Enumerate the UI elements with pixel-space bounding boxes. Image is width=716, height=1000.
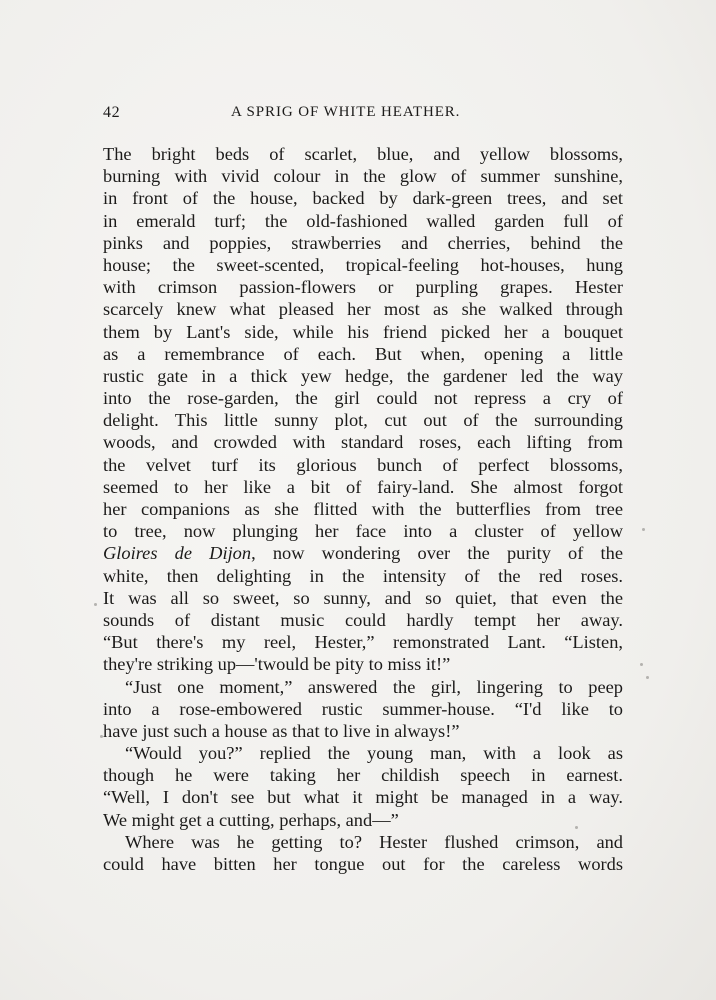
text-line: into a rose-embowered rustic summer-house. “I'd like to: [103, 698, 623, 719]
text-line: delight. This little sunny plot, cut out of the surrounding: [103, 410, 623, 431]
text-line: Gloires de Dijon, now wondering over the purity of the: [103, 543, 623, 564]
text-line: white, then delighting in the intensity of the red roses.: [103, 565, 623, 586]
text-line: into the rose-garden, the girl could not repress a cry of: [103, 388, 623, 409]
running-head: [103, 104, 623, 126]
text-line: rustic gate in a thick yew hedge, the gardener led the way: [103, 365, 623, 386]
paper-speck: [640, 663, 643, 666]
paper-speck: [646, 676, 649, 679]
text-line: “But there's my reel, Hester,” remonstrated Lant. “Listen,: [103, 632, 623, 653]
text-line: in emerald turf; the old-fashioned walled garden full of: [103, 210, 623, 231]
text-line: “Would you?” replied the young man, with a look as: [125, 743, 623, 764]
text-line: seemed to her like a bit of fairy-land. She almost forgot: [103, 476, 623, 497]
body-text: [103, 143, 623, 875]
paper-speck: [575, 826, 578, 829]
italic-phrase: Gloires de Dijon: [103, 543, 252, 564]
text-line: as a remembrance of each. But when, opening a little: [103, 343, 623, 364]
paper-speck: [642, 528, 645, 531]
paper-speck: [100, 735, 103, 738]
text-line: “Well, I don't see but what it might be managed in a way.: [103, 787, 623, 808]
text-line: pinks and poppies, strawberries and cherries, behind the: [103, 232, 623, 253]
text-line: “Just one moment,” answered the girl, lingering to peep: [125, 676, 623, 697]
text-line: in front of the house, backed by dark-green trees, and set: [103, 188, 623, 209]
text-line: with crimson passion-flowers or purpling grapes. Hester: [103, 277, 623, 298]
text-line: her companions as she flitted with the butterflies from tree: [103, 499, 623, 519]
text-line: to tree, now plunging her face into a cluster of yellow: [103, 521, 623, 542]
text-line: they're striking up—'twould be pity to miss it!”: [103, 654, 451, 675]
text-line: scarcely knew what pleased her most as she walked through: [103, 299, 623, 320]
text-line: the velvet turf its glorious bunch of perfect blossoms,: [103, 454, 623, 475]
text-line: though he were taking her childish speech in earnest.: [103, 765, 623, 786]
text-line: Where was he getting to? Hester flushed crimson, and: [125, 831, 623, 852]
text-line: burning with vivid colour in the glow of summer sunshine,: [103, 166, 623, 187]
text-line: have just such a house as that to live in always!”: [103, 720, 460, 741]
text-line: We might get a cutting, perhaps, and—”: [103, 809, 399, 830]
text-line: house; the sweet-scented, tropical-feeling hot-houses, hung: [103, 254, 623, 275]
text-line: It was all so sweet, so sunny, and so quiet, that even the: [103, 587, 623, 608]
page-number: 42: [103, 104, 121, 121]
chapter-running-title: A SPRIG OF WHITE HEATHER.: [231, 104, 461, 120]
text-line: sounds of distant music could hardly tempt her away.: [103, 609, 623, 630]
text-line: could have bitten her tongue out for the careless words: [103, 854, 623, 874]
paper-speck: [94, 603, 97, 606]
text-line: The bright beds of scarlet, blue, and yellow blossoms,: [103, 144, 623, 164]
text-line: woods, and crowded with standard roses, each lifting from: [103, 432, 623, 453]
text-line: them by Lant's side, while his friend picked her a bouquet: [103, 321, 623, 342]
